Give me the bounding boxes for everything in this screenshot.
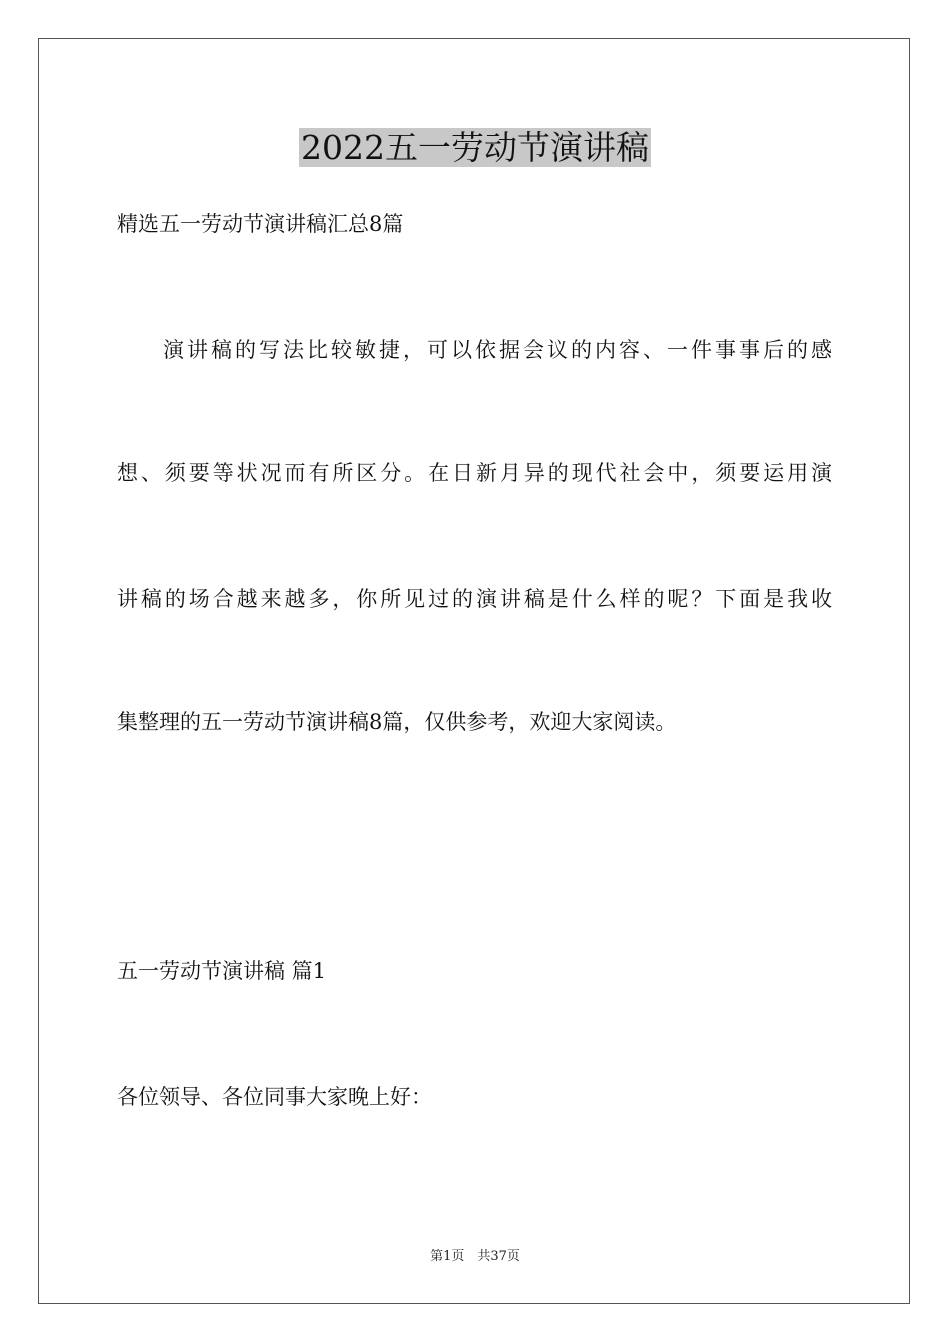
document-subtitle: 精选五一劳动节演讲稿汇总8篇 <box>117 212 404 236</box>
intro-line-2: 想、须要等状况而有所区分。在日新月异的现代社会中，须要运用演 <box>117 461 832 485</box>
greeting-line: 各位领导、各位同事大家晚上好： <box>117 1085 432 1109</box>
intro-line-4: 集整理的五一劳动节演讲稿8篇，仅供参考，欢迎大家阅读。 <box>117 710 677 734</box>
intro-line-3: 讲稿的场合越来越多，你所见过的演讲稿是什么样的呢？下面是我收 <box>117 587 832 611</box>
intro-line-1: 演讲稿的写法比较敏捷，可以依据会议的内容、一件事事后的感 <box>163 338 832 362</box>
document-title-text: 2022五一劳动节演讲稿 <box>301 128 649 167</box>
page-footer: 第1页 共37页 <box>430 1249 520 1264</box>
section-heading: 五一劳动节演讲稿 篇1 <box>117 959 327 983</box>
document-title <box>0 124 950 172</box>
